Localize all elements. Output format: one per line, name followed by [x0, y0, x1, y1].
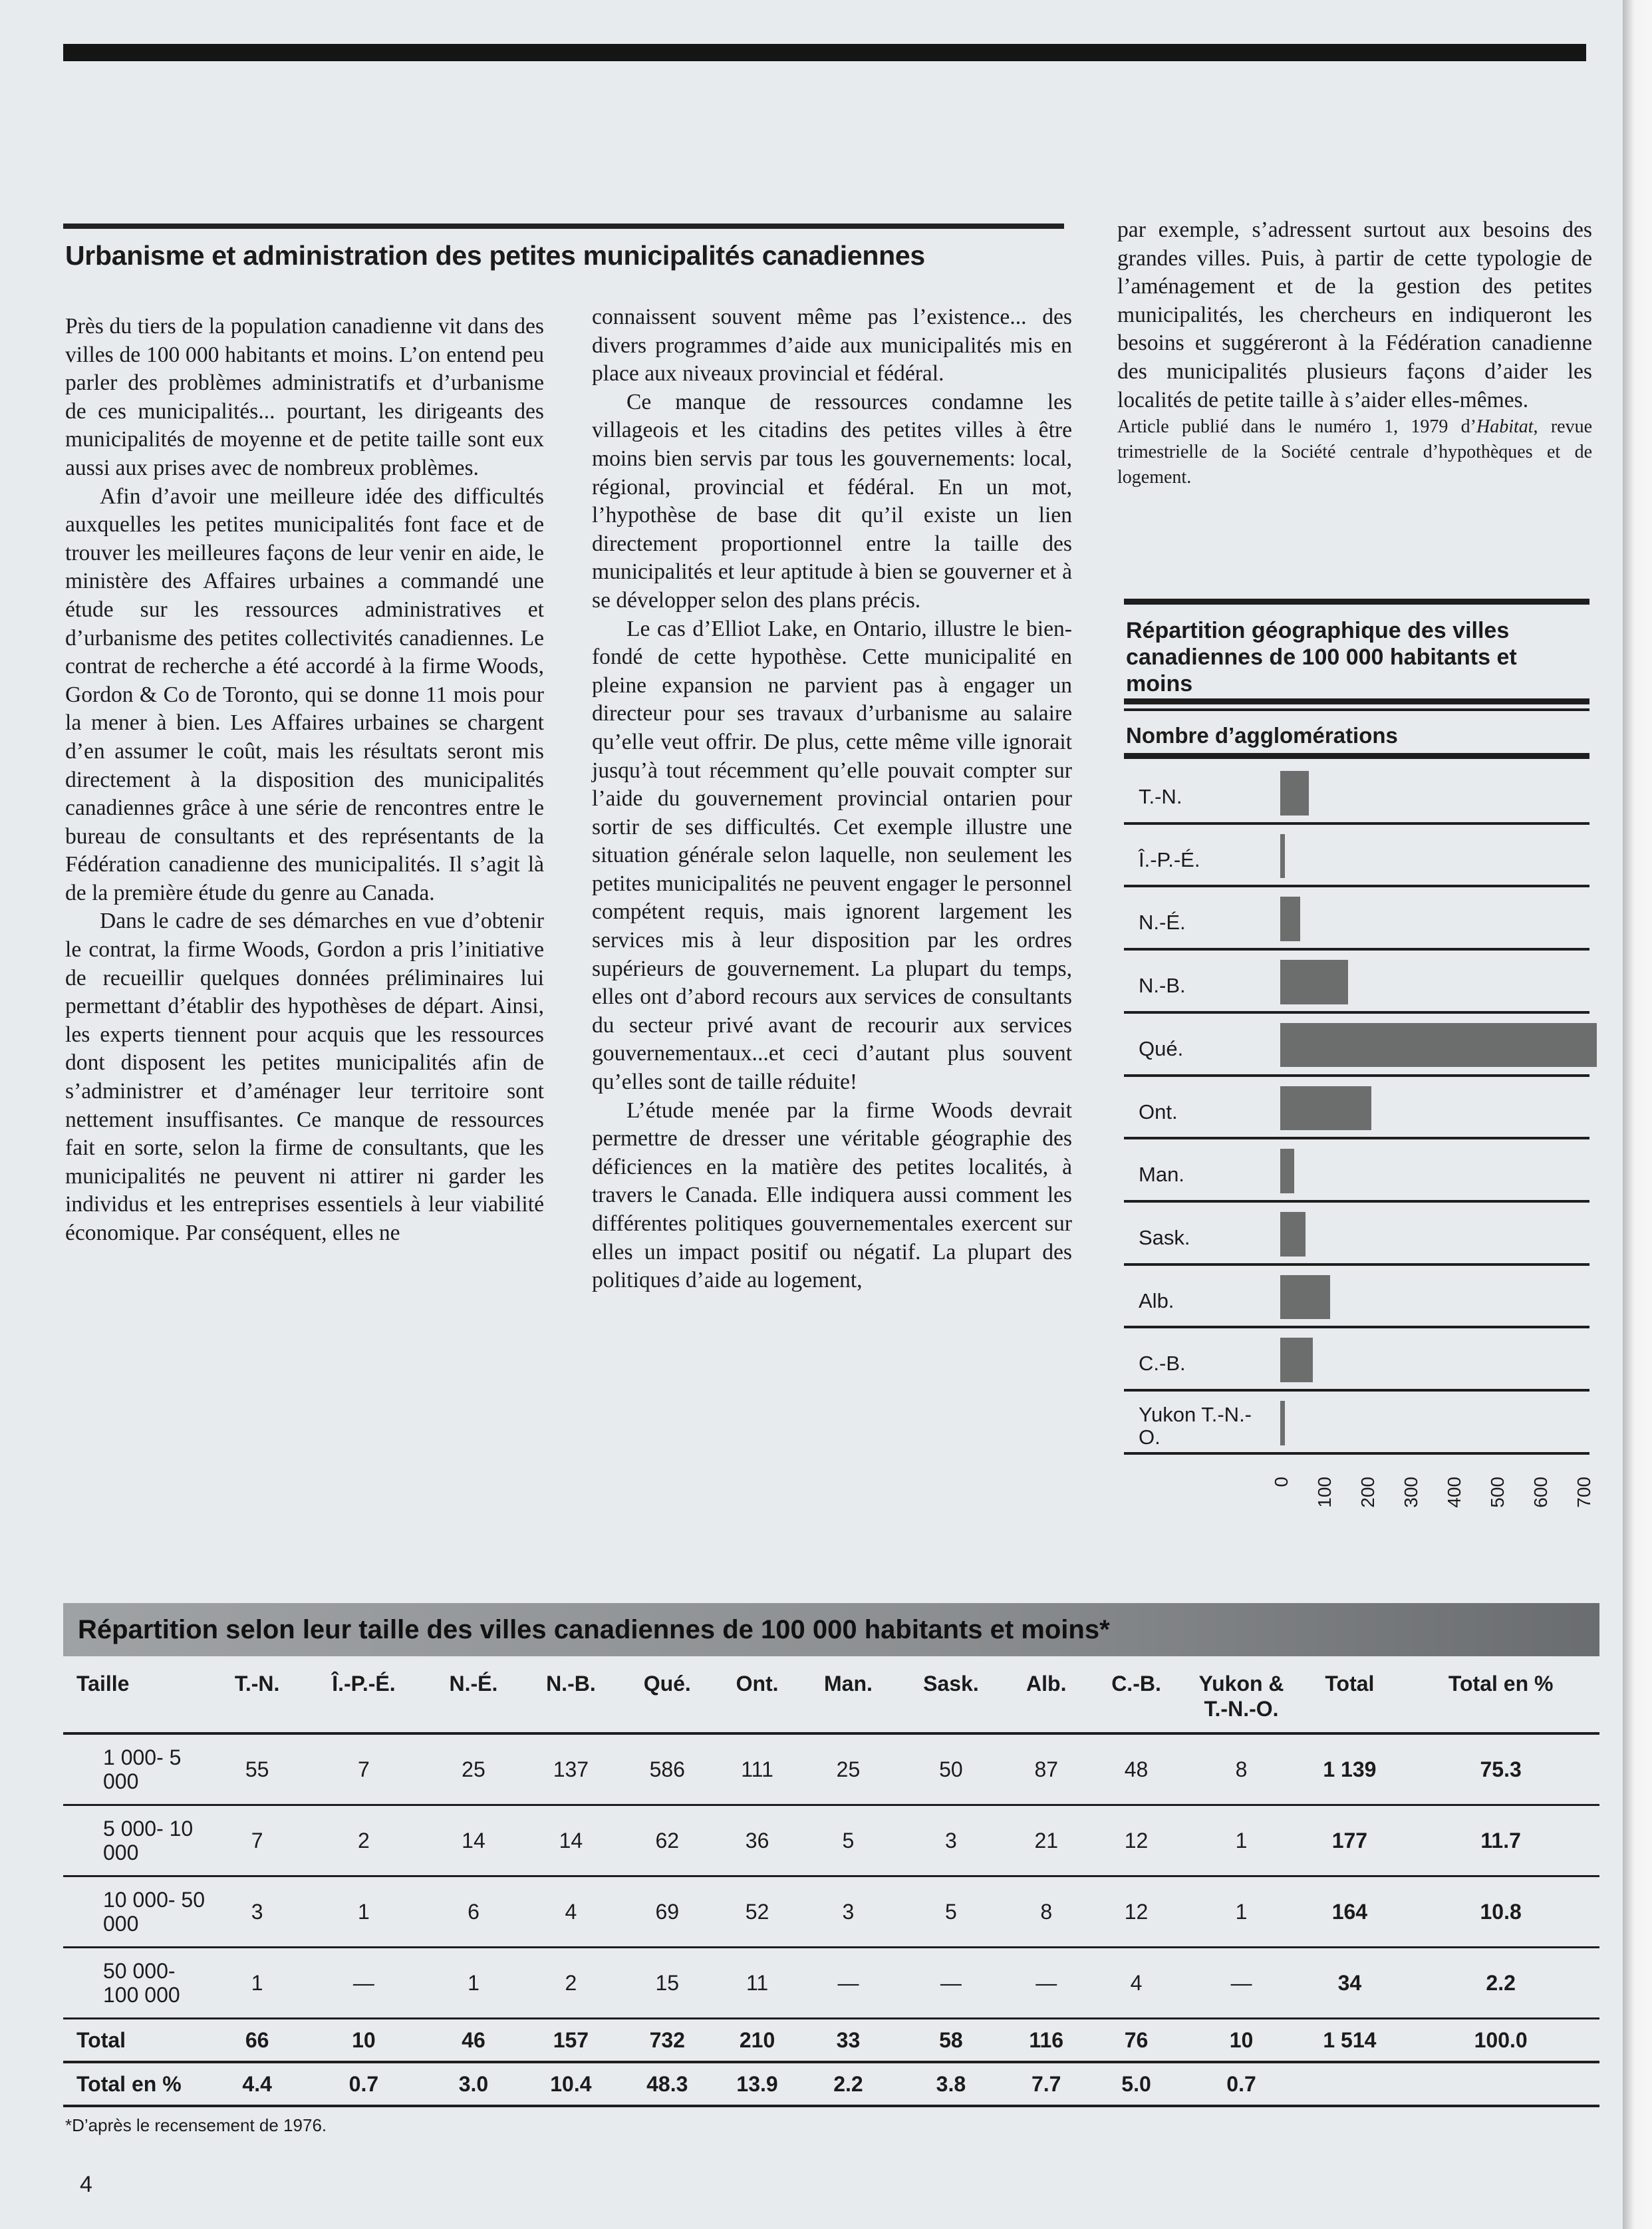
table-cell: 10 [302, 2019, 425, 2063]
chart-category-label: C.-B. [1139, 1352, 1186, 1376]
table-cell: 1 [302, 1876, 425, 1948]
table-cell: 111 [714, 1733, 800, 1805]
section-rule [63, 223, 1064, 229]
chart-bar [1280, 1149, 1294, 1193]
table-cell: 1 139 [1298, 1733, 1403, 1805]
chart-bar [1280, 1086, 1371, 1131]
table-cell [1298, 2062, 1403, 2106]
paragraph: Le cas d’Elliot Lake, en Ontario, illustre le bien-fondé de cette hypothèse. Cette municipalité en pleine expansion ne parvient pas à engager un directeur pour ses travaux d’urbanisme au salaire qu’elle veut offrir. De plus, cette même ville ignorait jusqu’à tout récemment qu’elle pouvait compter sur l’aide du gouvernement provincial ontarien pour sortir de ses difficultés. Cet exemple illustre une situation générale selon laquelle, non seulement les petites municipalités ne peuvent engager le personnel compétent requis, mais ignorent largement les services mis à leur disposition par les ordres supérieurs de gouvernement. La plupart du temps, elles ont d’abord recours aux services de consultants du secteur privé avant de recourir aux services gouvernementaux...et ceci d’autant plus souvent qu’elles sont de taille réduite! [592, 616, 1072, 1095]
chart-tick-label: 500 [1487, 1477, 1508, 1508]
table-cell: 5 [896, 1876, 1006, 1948]
chart-row-rule [1124, 1200, 1589, 1203]
table-cell: 76 [1087, 2019, 1186, 2063]
table-cell [1402, 2062, 1599, 2106]
table-header-cell: N.-B. [521, 1664, 620, 1733]
table-cell: 5.0 [1087, 2062, 1186, 2106]
paragraph: connaissent souvent même pas l’existence... des divers programmes d’aide aux municipalités mis en place aux niveaux provincial et fédéral. [592, 305, 1072, 386]
chart-bar [1280, 897, 1300, 941]
table-header-row [63, 1664, 1599, 1733]
article-column-3 [1117, 216, 1592, 490]
table-cell: 732 [620, 2019, 714, 2063]
table-cell: 4 [521, 1876, 620, 1948]
table-cell: 58 [896, 2019, 1006, 2063]
table-cell: 1 [212, 1948, 302, 2019]
table-cell: 3 [896, 1805, 1006, 1876]
chart-category-label: Ont. [1139, 1100, 1178, 1123]
table-cell: Total [63, 2019, 212, 2063]
chart-row-rule [1124, 948, 1589, 951]
table-cell: 50 [896, 1733, 1006, 1805]
paragraph: Afin d’avoir une meilleure idée des difficultés auxquelles les petites municipalités font face et de trouver les meilleures façons de leur venir en aide, le ministère des Affaires urbaines a commandé une étude sur les ressources administratives et d’urbanisme des petites collectivités canadiennes. Le contrat de recherche a été accordé à la firme Woods, Gordon & Co de Toronto, qui se donne 11 mois pour la mener à bien. Les Affaires urbaines se chargent d’en assumer le coût, mais les résultats seront mis directement à la disposition des municipalités canadiennes grâce à une série de rencontres entre le bureau de consultants et des représentants de la Fédération canadienne des municipalités. Il s’agit là de la première étude du genre au Canada. [65, 484, 544, 905]
table-cell: 100.0 [1402, 2019, 1599, 2063]
chart-tick-label: 100 [1314, 1477, 1335, 1508]
table-cell: 1 514 [1298, 2019, 1403, 2063]
table-header-cell: Ont. [714, 1664, 800, 1733]
chart-tick-label: 700 [1574, 1477, 1594, 1508]
table-cell: 3.8 [896, 2062, 1006, 2106]
note-suffix: , revue trimestrielle de la Société centrale d’hypothèques et de logement. [1117, 416, 1592, 488]
table-row [63, 2062, 1599, 2106]
table-cell: 5 [800, 1805, 896, 1876]
table-cell: 2.2 [1402, 1948, 1599, 2019]
table-row [63, 2019, 1599, 2063]
chart-category-label: N.-B. [1139, 974, 1186, 998]
chart-tick-label: 200 [1357, 1477, 1378, 1508]
table-cell: 4 [1087, 1948, 1186, 2019]
table-row [63, 1948, 1599, 2019]
table-header-cell: N.-É. [426, 1664, 522, 1733]
table-cell: 7.7 [1006, 2062, 1087, 2106]
table-cell: 2 [302, 1805, 425, 1876]
chart-rule [1124, 708, 1589, 711]
chart-row-rule [1124, 1263, 1589, 1266]
table-cell: — [896, 1948, 1006, 2019]
chart-bar [1280, 1401, 1285, 1445]
table-cell: 10.8 [1402, 1876, 1599, 1948]
chart-category-label: Alb. [1139, 1288, 1174, 1312]
chart-category-label: Sask. [1139, 1225, 1190, 1249]
table-cell: 10.4 [521, 2062, 620, 2106]
paragraph: Ce manque de ressources condamne les villageois et les citadins des petites villes à être moins bien servis par tous les gouvernements: local, régional, provincial et fédéral. En un mot, l’hypothèse de base dit qu’il existe un lien directement proportionnel entre la taille des municipalités et leur aptitude à bien se gouverner et à se développer selon des plans précis. [592, 389, 1072, 613]
paragraph: Près du tiers de la population canadienne vit dans des villes de 100 000 habitants et moins. L’on entend peu parler des problèmes administratifs et d’urbanisme de ces municipalités... pourtant, les dirigeants des municipalités de moyenne et de petite taille sont eux aussi aux prises avec de nombreux problèmes. [65, 314, 544, 480]
top-rule [63, 44, 1586, 61]
table-cell: 3 [212, 1876, 302, 1948]
chart-plot-area [1124, 762, 1589, 1455]
table-cell: 8 [1006, 1876, 1087, 1948]
article-column-1 [65, 313, 544, 1248]
chart-title: Répartition géographique des villes canadiennes de 100 000 habitants et moins [1126, 618, 1517, 696]
table-cell: 0.7 [302, 2062, 425, 2106]
page-number: 4 [80, 2172, 92, 2197]
table-header-cell: Taille [63, 1664, 212, 1733]
chart-row-rule [1124, 822, 1589, 825]
table-cell: 55 [212, 1733, 302, 1805]
table-cell: 210 [714, 2019, 800, 2063]
table-cell: 7 [212, 1805, 302, 1876]
table-cell: 157 [521, 2019, 620, 2063]
table-cell: 25 [800, 1733, 896, 1805]
paragraph: L’étude menée par la firme Woods devrait permettre de dresser une véritable géographie des déficiences en la matière des petites localités, à travers le Canada. Elle indiquera aussi comment les différentes politiques gouvernementales exercent sur elles un impact positif ou négatif. La plupart des politiques d’aide au logement, [592, 1098, 1072, 1293]
table-cell: 48 [1087, 1733, 1186, 1805]
table-cell: 1 [1186, 1805, 1298, 1876]
table-cell: — [302, 1948, 425, 2019]
paragraph: Dans le cadre de ses démarches en vue d’obtenir le contrat, la firme Woods, Gordon a pris l’initiative de recueillir quelques données préliminaires lui permettant d’établir des hypothèses de départ. Ainsi, les experts tiennent pour acquis que les ressources dont disposent les petites municipalités afin de s’administrer et d’aménager leur territoire sont nettement insuffisantes. Ce manque de ressources fait en sorte, selon la firme de consultants, que les municipalités ne peuvent ni attirer ni garder les individus et les entreprises essentiels à leur viabilité économique. Par conséquent, elles ne [65, 909, 544, 1245]
table-row [63, 1805, 1599, 1876]
table-header-cell: Sask. [896, 1664, 1006, 1733]
chart-rule [1124, 753, 1589, 759]
table-cell: 48.3 [620, 2062, 714, 2106]
table-cell: 5 000- 10 000 [63, 1805, 212, 1876]
chart-tick-label: 0 [1271, 1477, 1292, 1487]
table-cell: 10 000- 50 000 [63, 1876, 212, 1948]
chart-bar [1280, 960, 1348, 1004]
table-cell: 177 [1298, 1805, 1403, 1876]
table-header-cell: Total [1298, 1664, 1403, 1733]
table-cell: 586 [620, 1733, 714, 1805]
chart-row-rule [1124, 1137, 1589, 1139]
table-header-cell: Yukon & T.-N.-O. [1186, 1664, 1298, 1733]
table-header-cell: Alb. [1006, 1664, 1087, 1733]
article-headline: Urbanisme et administration des petites municipalités canadiennes [65, 240, 925, 271]
size-distribution-table [63, 1664, 1599, 2107]
chart-row-rule [1124, 1389, 1589, 1392]
table-cell: 66 [212, 2019, 302, 2063]
chart-tick-label: 400 [1444, 1477, 1464, 1508]
table-cell: 164 [1298, 1876, 1403, 1948]
chart-bar [1280, 834, 1285, 879]
table-cell: 15 [620, 1948, 714, 2019]
table-cell: 1 [1186, 1876, 1298, 1948]
table-header-cell: C.-B. [1087, 1664, 1186, 1733]
table-cell: 34 [1298, 1948, 1403, 2019]
table-cell: 7 [302, 1733, 425, 1805]
chart-category-label: Man. [1139, 1163, 1184, 1187]
chart-row-rule [1124, 885, 1589, 887]
chart-category-label: Î.-P.-É. [1139, 847, 1200, 871]
chart-row-rule [1124, 1011, 1589, 1014]
table-cell: 1 [426, 1948, 522, 2019]
table-cell: 10 [1186, 2019, 1298, 2063]
table-title: Répartition selon leur taille des villes canadiennes de 100 000 habitants et moins* [78, 1615, 1110, 1644]
table-cell: 50 000- 100 000 [63, 1948, 212, 2019]
table-cell: 87 [1006, 1733, 1087, 1805]
chart-row-rule [1124, 1326, 1589, 1328]
table-cell: 12 [1087, 1876, 1186, 1948]
table-cell: 13.9 [714, 2062, 800, 2106]
table-footnote: *D’après le recensement de 1976. [65, 2115, 327, 2135]
chart-category-label: Yukon T.-N.-O. [1139, 1403, 1252, 1449]
table-cell: 75.3 [1402, 1733, 1599, 1805]
table-cell: 52 [714, 1876, 800, 1948]
table-cell: 11.7 [1402, 1805, 1599, 1876]
table-cell: — [1186, 1948, 1298, 2019]
table-cell: 33 [800, 2019, 896, 2063]
chart-row-rule [1124, 1452, 1589, 1455]
table-header-cell: T.-N. [212, 1664, 302, 1733]
table-header-cell: Î.-P.-É. [302, 1664, 425, 1733]
page-spine [1623, 0, 1652, 2229]
table-cell: 14 [521, 1805, 620, 1876]
table-cell: 6 [426, 1876, 522, 1948]
table-cell: 137 [521, 1733, 620, 1805]
chart-rule [1124, 698, 1589, 704]
table-cell: 21 [1006, 1805, 1087, 1876]
table-cell: 8 [1186, 1733, 1298, 1805]
chart-row-rule [1124, 1074, 1589, 1077]
table-cell: 11 [714, 1948, 800, 2019]
publication-note [1117, 414, 1592, 490]
table-cell: 14 [426, 1805, 522, 1876]
table-cell: 1 000- 5 000 [63, 1733, 212, 1805]
table-cell: 46 [426, 2019, 522, 2063]
chart-bar [1280, 1275, 1330, 1320]
chart-bar [1280, 771, 1309, 816]
chart-tick-label: 600 [1530, 1477, 1551, 1508]
note-prefix: Article publié dans le numéro 1, 1979 d’ [1117, 416, 1476, 438]
table-cell: 3 [800, 1876, 896, 1948]
table-cell: — [1006, 1948, 1087, 2019]
table-cell: 62 [620, 1805, 714, 1876]
chart-subtitle: Nombre d’agglomérations [1126, 723, 1398, 748]
table-cell: 25 [426, 1733, 522, 1805]
table-row [63, 1733, 1599, 1805]
table-cell: 2 [521, 1948, 620, 2019]
chart-bar [1280, 1338, 1313, 1382]
chart-tick-label: 300 [1401, 1477, 1421, 1508]
table-cell: 69 [620, 1876, 714, 1948]
table-cell: 3.0 [426, 2062, 522, 2106]
chart-bar [1280, 1023, 1597, 1068]
table-cell: 4.4 [212, 2062, 302, 2106]
table-cell: Total en % [63, 2062, 212, 2106]
geographic-chart [1124, 599, 1594, 1570]
chart-top-rule [1124, 599, 1589, 605]
table-header-cell: Total en % [1402, 1664, 1599, 1733]
paragraph: par exemple, s’adressent surtout aux besoins des grandes villes. Puis, à partir de cette typologie de l’aménagement et de la gestion des petites municipalités, les chercheurs en indiqueront les besoins et suggéreront à la Fédération canadienne des municipalités plusieurs façons d’aider les localités de petite taille à s’aider elles-mêmes. [1117, 218, 1592, 412]
chart-category-label: Qué. [1139, 1036, 1184, 1060]
table-cell: 116 [1006, 2019, 1087, 2063]
table-cell: 12 [1087, 1805, 1186, 1876]
table-header-cell: Qué. [620, 1664, 714, 1733]
table-header-cell: Man. [800, 1664, 896, 1733]
table-cell: 2.2 [800, 2062, 896, 2106]
chart-bar [1280, 1212, 1306, 1257]
table-row [63, 1876, 1599, 1948]
table-cell: — [800, 1948, 896, 2019]
chart-category-label: T.-N. [1139, 785, 1182, 808]
article-column-2 [592, 303, 1072, 1295]
table-cell: 0.7 [1186, 2062, 1298, 2106]
table-cell: 36 [714, 1805, 800, 1876]
note-italic: Habitat [1476, 416, 1534, 438]
chart-category-label: N.-É. [1139, 911, 1186, 935]
